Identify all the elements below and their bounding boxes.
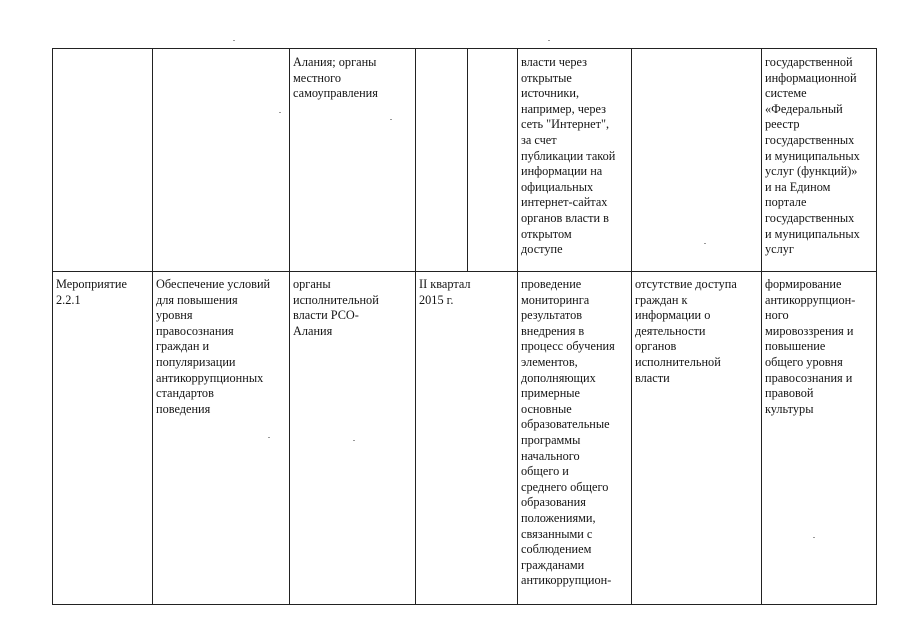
cell-event-number: Мероприятие 2.2.1 (56, 277, 127, 307)
column-border (761, 48, 762, 604)
column-border-left (52, 48, 53, 604)
column-border (152, 48, 153, 604)
scan-speck (813, 537, 815, 538)
cell-result-continued: государственной информационной системе «Федеральный реестр государственных и муниципальных услуг (функций)» и на Едином портале государственных и муниципальных услуг (765, 55, 860, 257)
cell-deadline: II квартал 2015 г. (419, 277, 471, 307)
cell-measure: проведение мониторинга результатов внедрения в процесс обучения элементов, дополняющих примерные основные образовательные программы начального общего и среднего общего образования положениями, связанными с соблюдением гражданами антикоррупцион- (521, 277, 615, 588)
row-divider (52, 271, 877, 272)
scan-speck (548, 40, 550, 41)
cell-expected-result: формирование антикоррупцион- ного мировоззрения и повышение общего уровня правосознания и правовой культуры (765, 277, 856, 416)
cell-risk: отсутствие доступа граждан к информации о деятельности органов исполнительной власти (635, 277, 737, 385)
scan-speck (704, 243, 706, 244)
cell-executor-continued: Алания; органы местного самоуправления (293, 55, 378, 101)
column-border (631, 48, 632, 604)
scan-speck (268, 437, 270, 438)
column-border (517, 48, 518, 604)
scan-speck (233, 40, 235, 41)
column-border (415, 48, 416, 604)
scan-speck (353, 440, 355, 441)
scan-speck (390, 119, 392, 120)
column-border-right (876, 48, 877, 604)
column-border (289, 48, 290, 604)
table-top-border (52, 48, 877, 49)
cell-event-title: Обеспечение условий для повышения уровня правосознания граждан и популяризации антикоррупционных стандартов поведения (156, 277, 271, 416)
cell-measure-continued: власти через открытые источники, например, через сеть "Интернет", за счет публикации такой информации на официальных интернет-сайтах органов власти в открытом доступе (521, 55, 616, 257)
column-border-split (467, 48, 468, 271)
cell-executor: органы исполнительной власти РСО- Алания (293, 277, 379, 338)
table-bottom-border (52, 604, 877, 605)
scan-speck (279, 112, 281, 113)
